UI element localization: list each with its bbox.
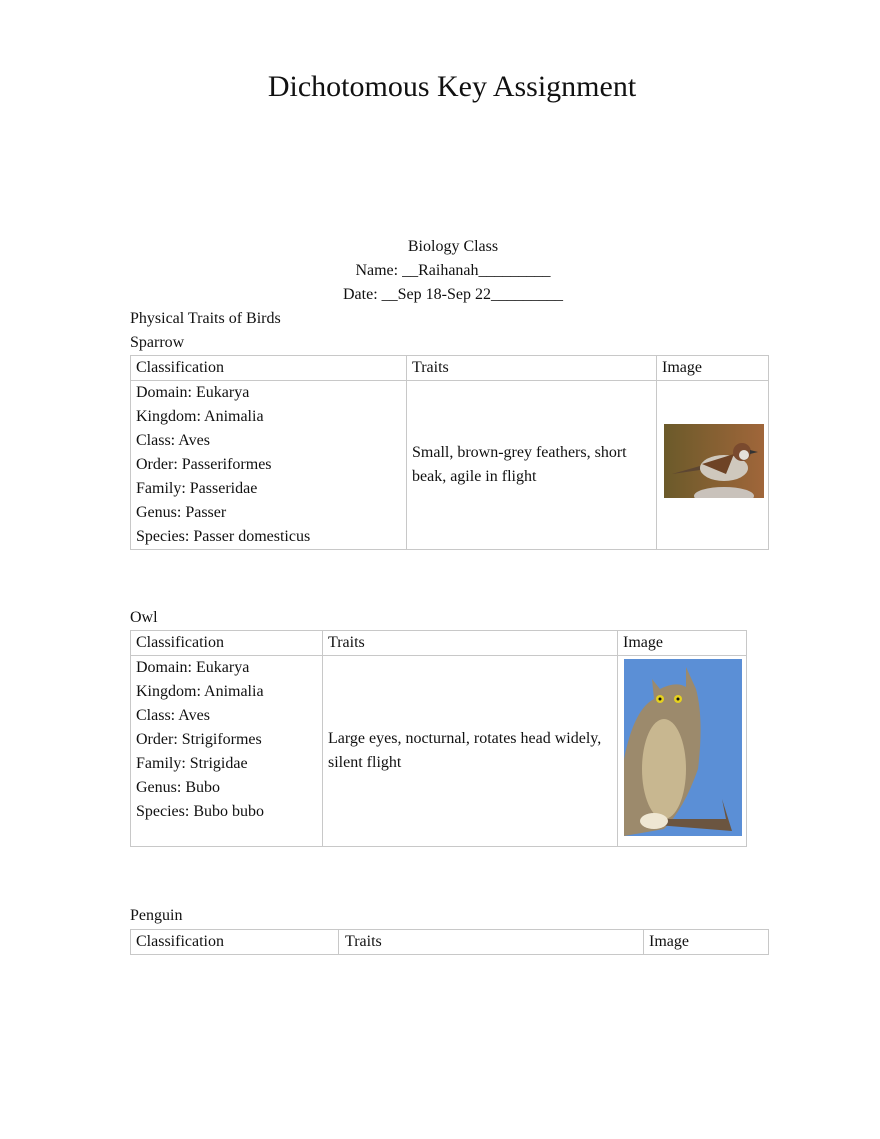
classification-line: Kingdom: Animalia	[136, 683, 264, 700]
header-traits: Traits	[323, 631, 618, 656]
classification-line: Species: Bubo bubo	[136, 803, 264, 820]
classification-line: Class: Aves	[136, 707, 210, 724]
header-traits: Traits	[339, 930, 644, 955]
classification-cell	[131, 381, 407, 550]
table-header-row	[131, 631, 747, 656]
classification-line: Genus: Passer	[136, 504, 227, 521]
classification-line: Order: Strigiformes	[136, 731, 262, 748]
classification-line: Family: Passeridae	[136, 480, 258, 497]
section-title: Physical Traits of Birds	[130, 310, 281, 327]
classification-line: Domain: Eukarya	[136, 659, 250, 676]
header-classification: Classification	[131, 631, 323, 656]
classification-line: Species: Passer domesticus	[136, 528, 311, 545]
classification-line: Kingdom: Animalia	[136, 408, 264, 425]
traits-cell: Large eyes, nocturnal, rotates head widely, silent flight	[323, 656, 618, 847]
page-title: Dichotomous Key Assignment	[267, 70, 637, 103]
header-classification: Classification	[131, 356, 407, 381]
header-image: Image	[644, 930, 769, 955]
sparrow-table	[130, 355, 769, 550]
classification-line: Genus: Bubo	[136, 779, 220, 796]
traits-cell: Small, brown-grey feathers, short beak, agile in flight	[407, 381, 657, 550]
image-cell	[657, 381, 769, 550]
table-header-row	[131, 930, 769, 955]
classification-line: Family: Strigidae	[136, 755, 248, 772]
image-cell	[618, 656, 747, 847]
sparrow-image	[664, 424, 764, 498]
sparrow-heading: Sparrow	[130, 334, 185, 351]
classification-line: Order: Passeriformes	[136, 456, 272, 473]
header-image: Image	[618, 631, 747, 656]
classification-line: Domain: Eukarya	[136, 384, 250, 401]
penguin-table	[130, 929, 769, 955]
table-row	[131, 656, 747, 847]
class-label: Biology Class	[407, 238, 499, 255]
table-row	[131, 381, 769, 550]
header-traits: Traits	[407, 356, 657, 381]
owl-heading: Owl	[130, 609, 158, 626]
table-header-row	[131, 356, 769, 381]
classification-cell	[131, 656, 323, 847]
date-line: Date: __Sep 18-Sep 22_________	[343, 286, 563, 303]
classification-line: Class: Aves	[136, 432, 210, 449]
owl-image	[624, 659, 742, 836]
header-image: Image	[657, 356, 769, 381]
name-line: Name: __Raihanah_________	[355, 262, 551, 279]
penguin-heading: Penguin	[130, 907, 183, 924]
owl-table	[130, 630, 747, 847]
header-classification: Classification	[131, 930, 339, 955]
